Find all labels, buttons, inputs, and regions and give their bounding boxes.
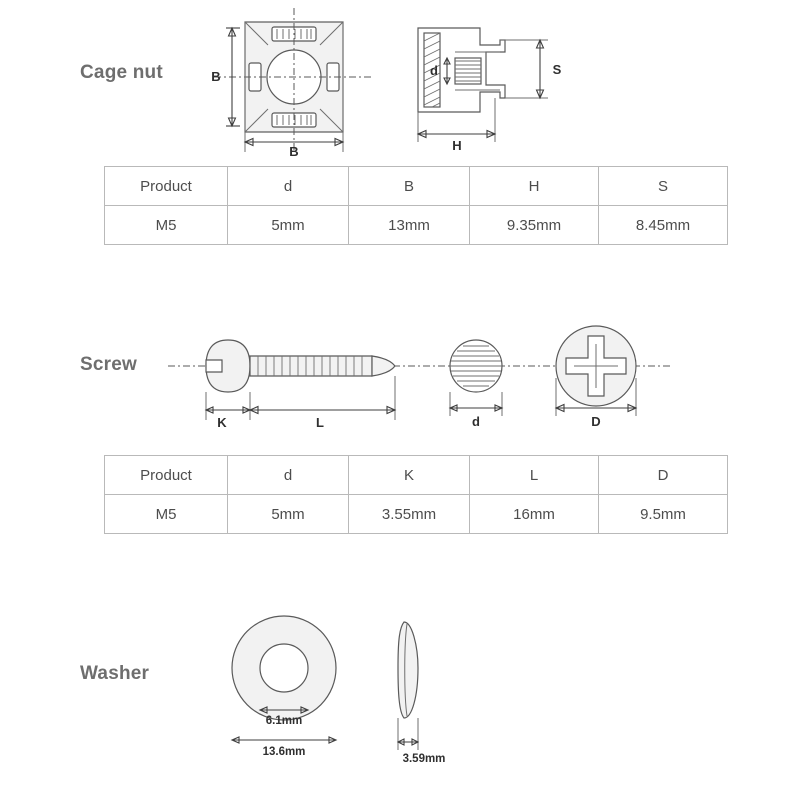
header-d: d bbox=[228, 456, 349, 495]
cell-h: 9.35mm bbox=[470, 206, 599, 245]
section-label-screw: Screw bbox=[80, 354, 137, 375]
dim-cage-nut-b-vertical: B bbox=[211, 69, 221, 84]
cell-d-head: 9.5mm bbox=[599, 495, 728, 534]
washer-top-view bbox=[232, 616, 336, 758]
dim-cage-nut-d: d bbox=[430, 63, 438, 78]
header-d-head: D bbox=[599, 456, 728, 495]
section-label-cage-nut: Cage nut bbox=[80, 62, 163, 83]
dim-cage-nut-b-horizontal: B bbox=[289, 144, 299, 159]
screw-drawing bbox=[0, 310, 800, 450]
dim-screw-k: K bbox=[217, 415, 227, 430]
cell-product: M5 bbox=[105, 206, 228, 245]
dim-washer-inner-diameter: 6.1mm bbox=[265, 715, 303, 727]
dim-washer-outer-diameter: 13.6mm bbox=[262, 746, 306, 758]
cell-l: 16mm bbox=[470, 495, 599, 534]
cage-nut-front-view bbox=[214, 8, 372, 150]
header-h: H bbox=[470, 167, 599, 206]
header-l: L bbox=[470, 456, 599, 495]
cell-b: 13mm bbox=[349, 206, 470, 245]
header-product: Product bbox=[105, 167, 228, 206]
dim-cage-nut-h: H bbox=[452, 138, 462, 153]
dim-screw-d-head: D bbox=[591, 414, 601, 429]
cell-d: 5mm bbox=[228, 495, 349, 534]
header-b: B bbox=[349, 167, 470, 206]
header-product: Product bbox=[105, 456, 228, 495]
dim-washer-thickness: 3.59mm bbox=[402, 753, 446, 765]
header-s: S bbox=[599, 167, 728, 206]
section-label-washer: Washer bbox=[80, 663, 150, 684]
dim-screw-d-small: d bbox=[472, 414, 480, 429]
cell-k: 3.55mm bbox=[349, 495, 470, 534]
table-row bbox=[105, 495, 728, 534]
header-d: d bbox=[228, 167, 349, 206]
screw-side-view bbox=[206, 340, 395, 392]
cell-s: 8.45mm bbox=[599, 206, 728, 245]
table-header-row bbox=[105, 456, 728, 495]
table-row bbox=[105, 206, 728, 245]
screw-shank-end-view bbox=[450, 340, 502, 429]
header-k: K bbox=[349, 456, 470, 495]
cage-nut-drawing bbox=[0, 0, 800, 160]
table-header-row bbox=[105, 167, 728, 206]
washer-edge-view bbox=[398, 622, 445, 765]
dim-cage-nut-s: S bbox=[552, 62, 562, 77]
dim-screw-l: L bbox=[316, 415, 324, 430]
screw-spec-table bbox=[104, 455, 728, 534]
cage-nut-spec-table bbox=[104, 166, 728, 245]
washer-drawing bbox=[0, 600, 800, 800]
cell-product: M5 bbox=[105, 495, 228, 534]
cell-d: 5mm bbox=[228, 206, 349, 245]
screw-head-top-view bbox=[556, 326, 636, 429]
